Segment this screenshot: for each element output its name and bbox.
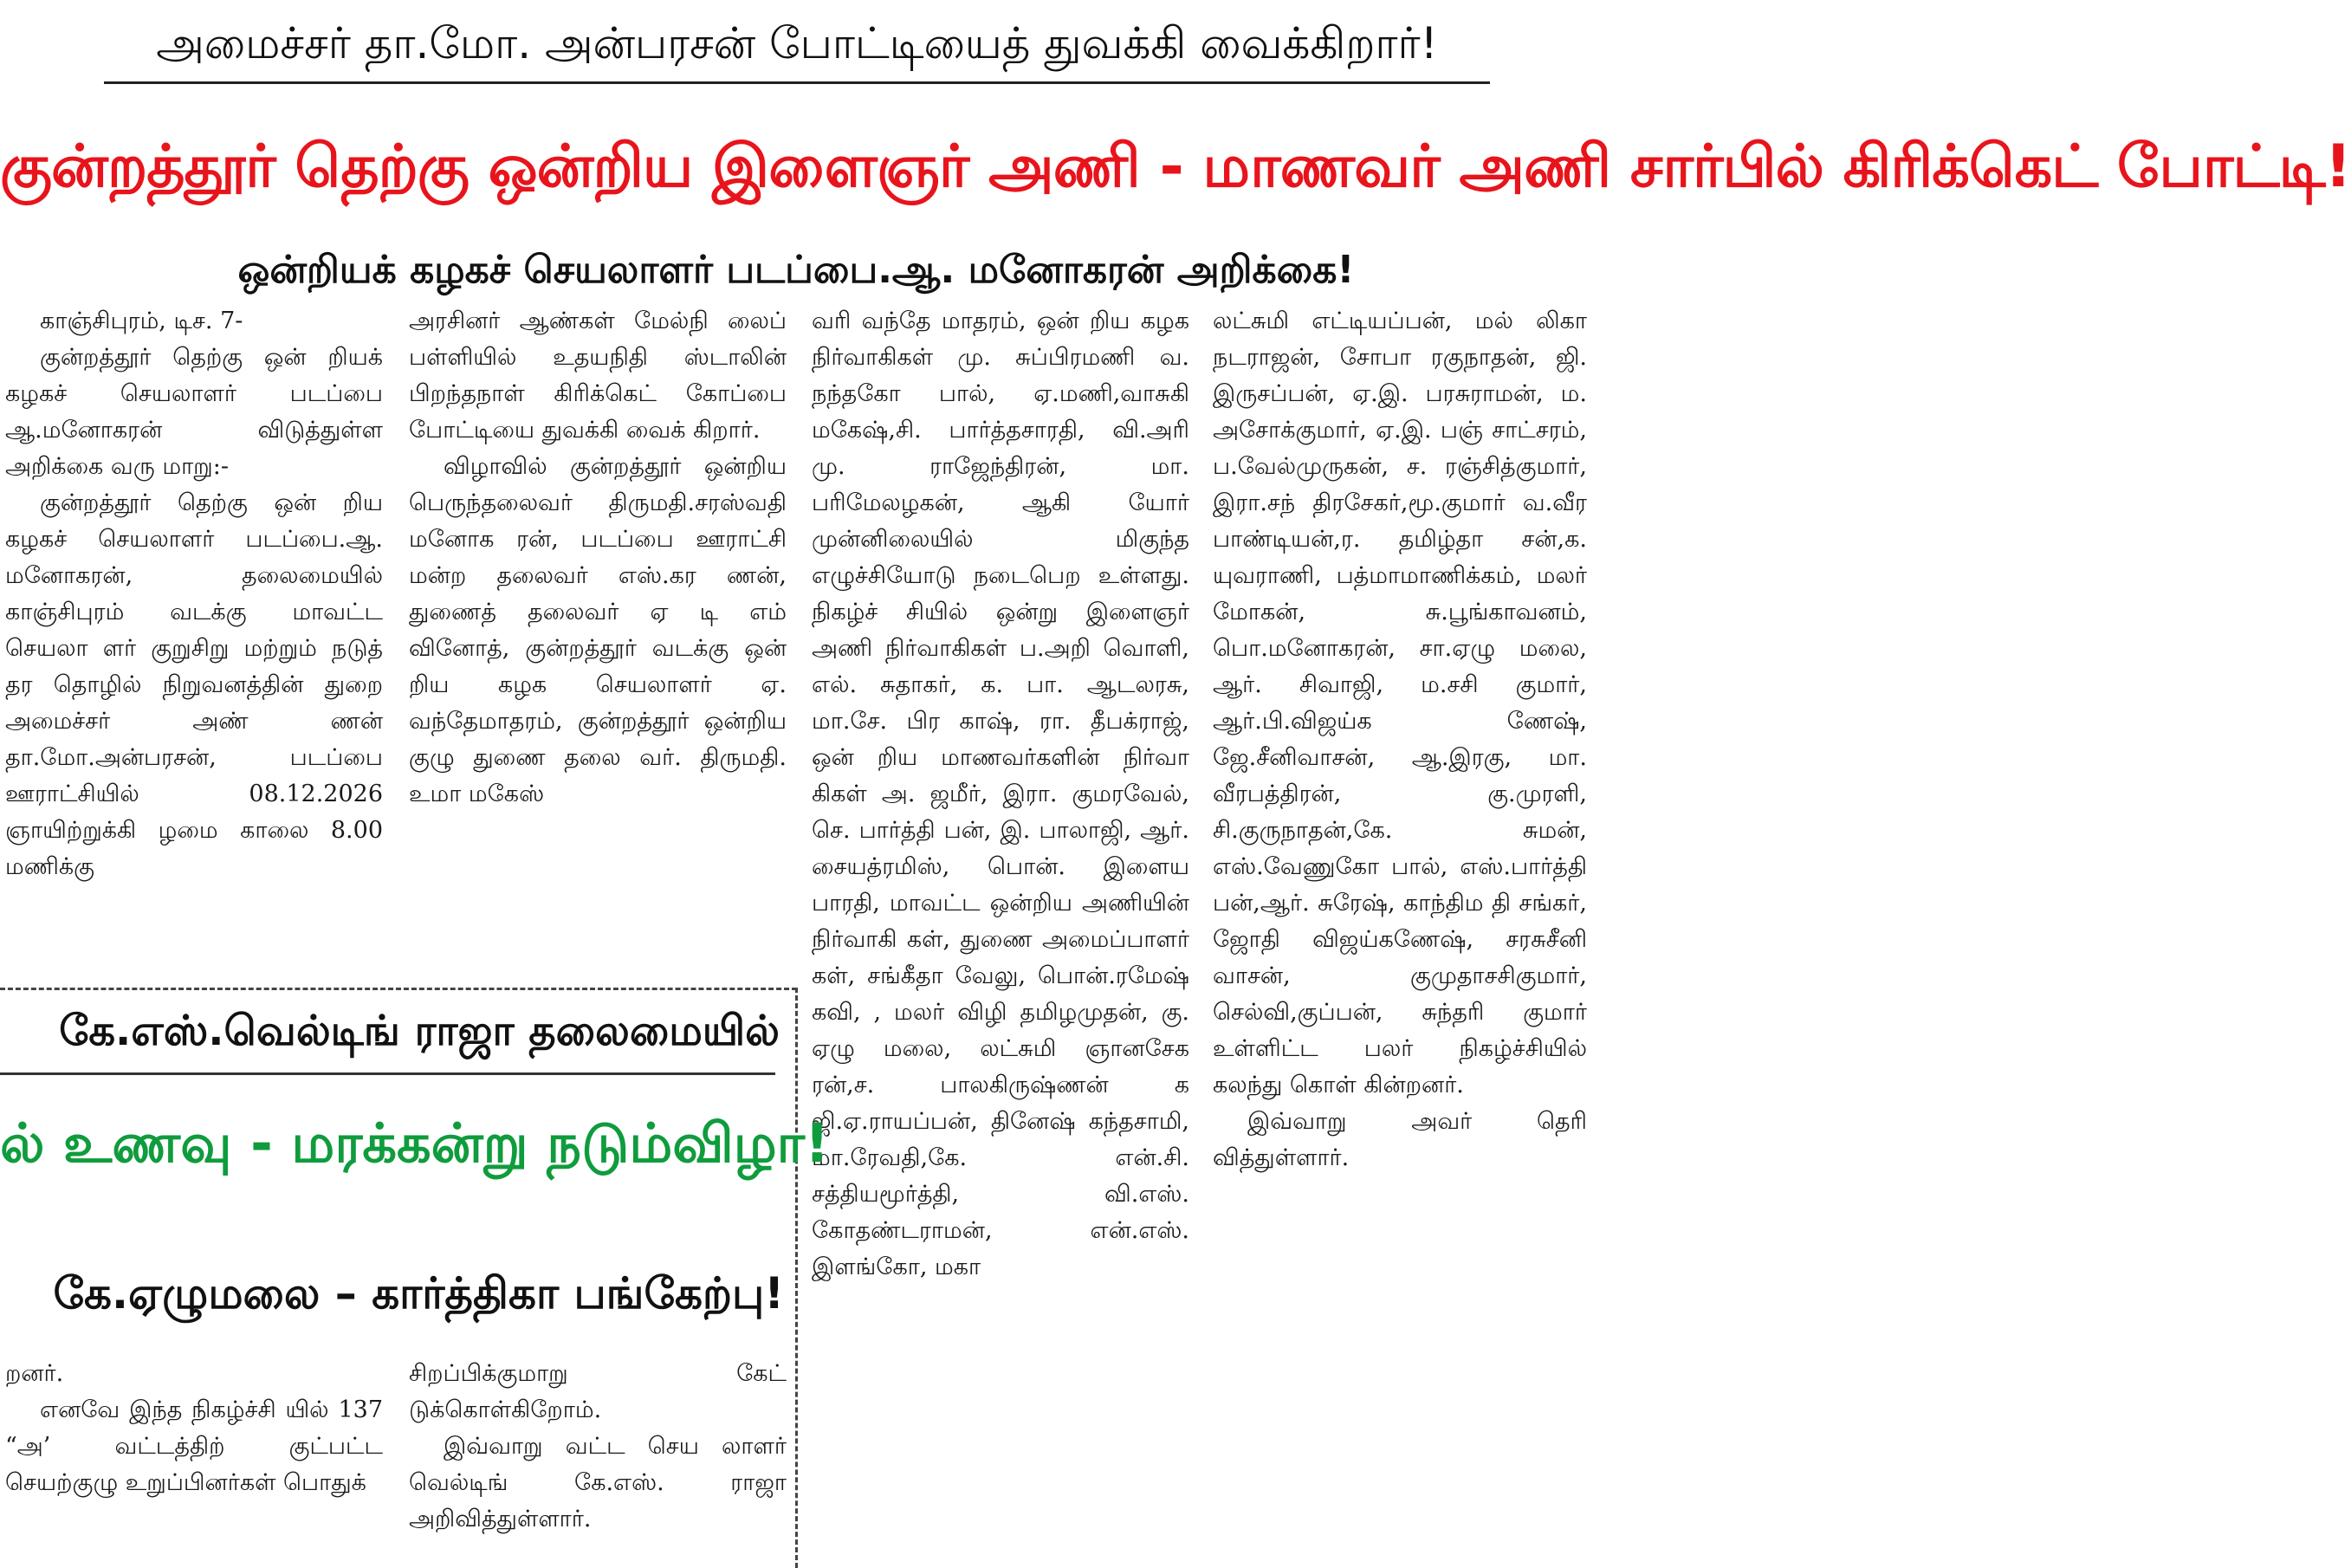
article-column-4 [1213,303,1587,1568]
article-column-1 [5,303,383,992]
box-column-1 [5,1356,383,1568]
paragraph: சிறப்பிக்குமாறு கேட் டுக்கொள்கிறோம். [409,1360,787,1423]
box-dashed-border-right [795,988,798,1568]
kicker-headline: அமைச்சர் தா.மோ. அன்பரசன் போட்டியைத் துவக்கி வைக்கிறார்! [156,18,1438,68]
paragraph: றனர். [5,1360,64,1387]
paragraph: லட்சுமி எட்டியப்பன், மல் லிகா நடராஜன், சோபா ரகுநாதன், ஜி. இருசப்பன், ஏ.இ. பரசுராமன், ம. அசோக்குமார், ஏ.இ. பஞ் சாட்சரம், ப.வேல்முருகன், ச. ரஞ்சித்குமார், இரா.சந் திரசேகர்,மூ.குமார் வ.வீர பாண்டியன்,ர. தமிழ்தா சன்,க. யுவராணி, பத்மாமாணிக்கம், மலர் மோகன், சு.பூங்காவனம், பொ.மனோகரன், சா.ஏழு மலை, ஆர். சிவாஜி, ம.சசி குமார், ஆர்.பி.விஜய்க ணேஷ், ஜே.சீனிவாசன், ஆ.இரகு, மா. வீரபத்திரன், கு.முரளி, சி.குருநாதன்,கே. சுமன், எஸ்.வேணுகோ பால், எஸ்.பார்த்தி பன்,ஆர். சுரேஷ், காந்திம தி சங்கர், ஜோதி விஜய்கணேஷ், சரசுசீனி வாசன், குமுதாசசிகுமார், செல்வி,குப்பன், சுந்தரி குமார் உள்ளிட்ட பலர் நிகழ்ச்சியில் கலந்து கொள் கின்றனர். [1213,308,1587,1098]
box-kicker: கே.எஸ்.வெல்டிங் ராஜா தலைமையில் [59,1007,780,1055]
paragraph: எனவே இந்த நிகழ்ச்சி யில் 137 “அ’ வட்டத்திற் குட்பட்ட செயற்குழு உறுப்பினர்கள் பொதுக் [5,1396,383,1496]
sub-headline: ஒன்றியக் கழகச் செயலாளர் படப்பை.ஆ. மனோகரன் அறிக்கை! [237,248,1355,292]
paragraph: விழாவில் குன்றத்தூர் ஒன்றிய பெருந்தலைவர் திருமதி.சரஸ்வதி மனோக ரன், படப்பை ஊராட்சி மன்ற தலைவர் எஸ்.கர ணன், துணைத் தலைவர் ஏ டி எம் வினோத், குன்றத்தூர் வடக்கு ஒன் றிய கழக செயலாளர் ஏ. வந்தேமாதரம், குன்றத்தூர் ஒன்றிய குழு துணை தலை வர். திருமதி. உமா மகேஸ் [409,453,787,807]
paragraph: குன்றத்தூர் தெற்கு ஒன் றியக் கழகச் செயலாளர் படப்பை ஆ.மனோகரன் விடுத்துள்ள அறிக்கை வரு மாறு:- [5,344,383,480]
paragraph: குன்றத்தூர் தெற்கு ஒன் றிய கழகச் செயலாளர் படப்பை.ஆ. மனோகரன், தலைமையில் காஞ்சிபுரம் வடக்கு மாவட்ட செயலா ளர் குறுசிறு மற்றும் நடுத் தர தொழில் நிறுவனத்தின் துறை அமைச்சர் அண் ணன் தா.மோ.அன்பரசன், படப்பை ஊராட்சியில் 08.12.2026 ஞாயிற்றுக்கி ழமை காலை 8.00 மணிக்கு [5,489,383,880]
box-column-2 [409,1356,787,1568]
paragraph: அரசினர் ஆண்கள் மேல்நி லைப் பள்ளியில் உதயநிதி ஸ்டாலின் பிறந்தநாள் கிரிக்கெட் கோப்பை போட்டியை துவக்கி வைக் கிறார். [409,308,787,444]
box-underline [0,1072,775,1075]
box-dashed-border-top [0,988,797,990]
paragraph: இவ்வாறு வட்ட செய லாளர் வெல்டிங் கே.எஸ். ராஜா அறிவித்துள்ளார். [409,1433,787,1532]
dateline: காஞ்சிபுரம், டிச. 7- [40,308,243,334]
article-column-2 [409,303,787,992]
paragraph: இவ்வாறு அவர் தெரி வித்துள்ளார். [1213,1108,1587,1171]
article-column-3 [812,303,1189,1568]
box-headline: ல் உணவு - மரக்கன்று நடும்விழா! [0,1111,830,1175]
kicker-underline [104,81,1490,84]
paragraph: வரி வந்தே மாதரம், ஒன் றிய கழக நிர்வாகிகள் மு. சுப்பிரமணி வ. நந்தகோ பால், ஏ.மணி,வாசுகி மகேஷ்,சி. பார்த்தசாரதி, வி.அரி மு. ராஜேந்திரன், மா. பரிமேலழகன், ஆகி யோர் முன்னிலையில் மிகுந்த எழுச்சியோடு நடைபெற உள்ளது. நிகழ்ச் சியில் ஒன்று இளைஞர் அணி நிர்வாகிகள் ப.அறி வொளி, எல். சுதாகர், க. பா. ஆடலரசு, மா.சே. பிர காஷ், ரா. தீபக்ராஜ், ஒன் றிய மாணவர்களின் நிர்வா கிகள் அ. ஜமீர், இரா. குமரவேல், செ. பார்த்தி பன், இ. பாலாஜி, ஆர். சையத்ரமிஸ், பொன். இளைய பாரதி, மாவட்ட ஒன்றிய அணியின் நிர்வாகி கள், துணை அமைப்பாளர் கள், சங்கீதா வேலு, பொன்.ரமேஷ் கவி, , மலர் விழி தமிழமுதன், கு. ஏழு மலை, லட்சுமி ஞானசேக ரன்,ச. பாலகிருஷ்ணன் க ஜி.ஏ.ராயப்பன், தினேஷ் கந்தசாமி, மா.ரேவதி,கே. என்.சி. சத்தியமூர்த்தி, வி.எஸ். கோதண்டராமன், என்.எஸ். இளங்கோ, மகா [812,308,1189,1280]
box-subhead: கே.ஏழுமலை – கார்த்திகா பங்கேற்பு! [53,1268,784,1319]
main-headline: குன்றத்தூர் தெற்கு ஒன்றிய இளைஞர் அணி - மாணவர் அணி சார்பில் கிரிக்கெட் போட்டி! [0,133,2351,201]
